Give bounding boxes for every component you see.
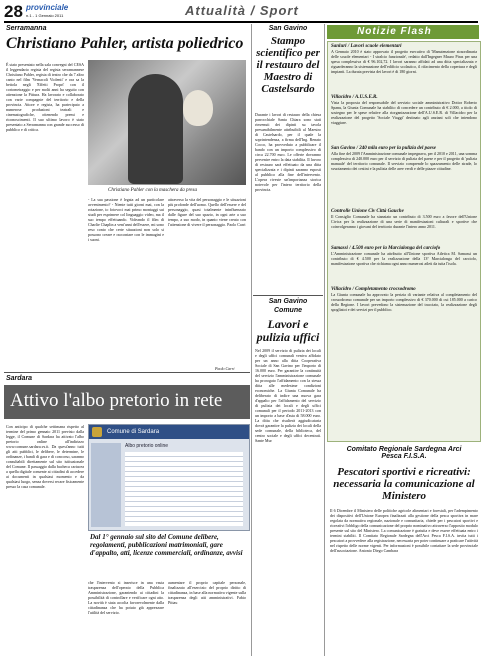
flash-item bbox=[328, 207, 480, 244]
shot-subtitle: Albo pretorio online bbox=[125, 443, 169, 449]
comitato-headline: Pescatori sportivi e ricreativi: necessaria la comunicazione al Ministero bbox=[333, 466, 475, 502]
shot-header bbox=[89, 425, 249, 439]
photo-figure bbox=[128, 74, 183, 184]
serramanna-body-3: attraverso la vita del personaggio e le situazioni più profonde dell'uomo. Quello dell'essere e del personaggio, quasi totalmente ininfluenzato dalle figure del suo spazio, in ogni arte a suo tempo, a suo modo, in quanto viene creato con l'attenzione di vivere il personaggio. Paolo Carri bbox=[168, 197, 246, 227]
comitato-label: Comitato Regionale Sardegna Arci Pesca F.I.S.A. bbox=[346, 446, 462, 460]
header-rule bbox=[4, 21, 478, 23]
sardara-label: Sardara bbox=[6, 375, 33, 382]
flash-item-head: Controlle Unione Civ Città Gauche bbox=[331, 209, 404, 214]
flash-item bbox=[328, 144, 480, 207]
flash-item-head: Samassi / 4.500 euro per la Marcialonga del carciofo bbox=[331, 246, 441, 251]
sardara-banner bbox=[4, 385, 250, 419]
page-number: 28 bbox=[4, 2, 23, 21]
shot-sidebar bbox=[91, 443, 121, 527]
photo-mask bbox=[183, 90, 213, 126]
column-divider-2 bbox=[324, 24, 325, 656]
sardara-body-2: che l'intervento si inserisce in una vasta trasparenza dell'operato della Pubblica Amministrazione, garantendo ai cittadini la possibilità di controllare e verificare ogni atto. La novità è stata accolta favorevolmente dalla cittadinanza che ha potuto già apprezzare l'utilità del servizio. bbox=[88, 580, 164, 615]
sangavino2-label: San Gavino bbox=[268, 298, 308, 305]
serramanna-author: Paolo Carri bbox=[215, 366, 235, 371]
flash-item-text: L'Amministrazione comunale ha attribuito all'Unione sportiva Atletica M. Samassi un contributo di € 4.500 per la realizzazione della 13ª Marcialonga del carciofo, manifestazione sportiva che richiama ogni anno numerosi atleti da tutta l'isola. bbox=[331, 251, 477, 266]
flash-item-text: La Giunta comunale ha approvato la perizia di variante relativa al completamento del crossodromo comunale per un importo complessivo di € 370.000 di cui 185.000 a carico della Regione. I lavori prevedono la sistemazione del tracciato, la realizzazione degli spogliatoi e dei servizi per il pubblico. bbox=[331, 292, 477, 312]
flash-item-text: Alla fine del 2009 l'Amministrazione comunale impegnava, per il 2010 e 2011, una somma complessiva di 240.000 euro per il servizio di pulizia del paese e per il progetto di 'pulizia manuale' del territorio comunale. Il servizio comprende lo spazzamento delle strade, lo svuotamento dei cestini e la pulizia delle aree verdi e delle piazze cittadine. bbox=[331, 151, 477, 171]
flash-title: Notizie Flash bbox=[357, 26, 432, 37]
serramanna-label: Serramanna bbox=[6, 25, 47, 32]
flash-item-head: San Gavino / 240 mila euro per la pulizia del paese bbox=[331, 146, 437, 151]
sardara-body-1: Con anticipo di qualche settimana rispetto al termine del primo gennaio 2011 previsto dalla legge, il Comune di Sardara ha attivato l'albo pretorio online all'indirizzo www.comune.sardara.vs.it. Da quest'anno tutti gli atti pubblici, le delibere, le determine, le ordinanze, i bandi di gara e di concorso, saranno consultabili direttamente sul sito istituzionale del Comune. Il passaggio dalla bacheca cartacea a quella digitale consente ai cittadini di accedere ai documenti in qualsiasi momento e da qualsiasi luogo, senza doversi recare fisicamente presso la casa comunale. bbox=[6, 424, 84, 489]
sangavino1-headline: Stampo scientifico per il restauro del Maestro di Castelsardo bbox=[256, 35, 320, 95]
flash-box bbox=[327, 41, 481, 442]
flash-title-bar bbox=[327, 25, 479, 39]
sangavino2-body: Nel 2009 il servizio di pulizia dei locali e degli uffici comunali veniva affidato per un anno alla ditta Cooperativa Sociale di San Gavino per l'importo di 16.000 euro. Per garantire la continuità del servizio l'amministrazione comunale ha prorogato l'affidamento con la stessa ditta alle medesime condizioni economiche. La Giunta Comunale ha deliberato di indire una nuova gara d'appalto per l'affidamento del servizio di pulizia dei locali e degli uffici comunali per il periodo 2011-2013 con un importo a base d'asta di 58.000 euro. La ditta che risulterà aggiudicataria dovrà garantire la pulizia dei locali della sede comunale, della biblioteca, del centro sociale e degli uffici decentrati. Sante Mur bbox=[255, 348, 321, 443]
issue-info: n.1 - 1 Gennaio 2011 bbox=[26, 13, 64, 18]
column-divider-1 bbox=[251, 24, 252, 656]
sangavino-rule bbox=[253, 295, 323, 296]
flash-item-text: A Gennaio 2010 è stato approvato il progetto esecutivo di 'Manutenzione straordinaria delle scuole elementari - I stralcio funzionale', redatto dall'Ingegner Mauro Piras per una spesa complessiva di € 96.102,72. I lavori saranno affidati ad una ditta specializzata e riguarderanno la sistemazione dell'edificio scolastico, il rifacimento della copertura e degli impianti. La durata prevista dei lavori è di 180 giorni. bbox=[331, 49, 477, 74]
flash-item-head: Villacidro / A.U.S.E.R. bbox=[331, 95, 378, 100]
sardara-headline: Attivo l'albo pretorio in rete bbox=[10, 390, 223, 411]
sangavino1-label: San Gavino bbox=[268, 25, 308, 32]
shot-crest-icon bbox=[92, 427, 102, 437]
photo-caption: Christiano Pahler con la maschera da presa bbox=[108, 188, 197, 193]
comitato-body: Il 6 Dicembre il Ministero delle politiche agricole alimentari e forestali, per l'adempimento dei dispositivi dell'Unione Europea finalizzati alla gestione della pesca sportiva in mare regolata da normativa regionale, nazionale e comunitaria, chiede per i pescatori sportivi e ricreativi l'obbligo della comunicazione del proprio nominativo attraverso l'apposito modulo presente sul sito del Ministero. La comunicazione è gratuita e deve essere effettuata entro i termini stabiliti. Il Comitato Regionale Sardegna dell'Arci Pesca F.I.S.A. invita tutti i pescatori a provvedere alla registrazione, necessaria per poter continuare a praticare l'attività nel rispetto delle norme vigenti. Per informazioni è possibile contattare la sede provinciale dell'associazione. Antonio Diego Cambara bbox=[330, 508, 478, 553]
pahler-photo bbox=[88, 60, 246, 185]
serramanna-body-2: - La sua passione è legata ad un particolare avvenimento? - Niente tutti giorni mai, con la rotazione, io fotovoci mai primo montaggi sui studi per esprimere col linguaggio video, ma il suo tempo effettuando. Videando il film di Charlie Chaplin a vent'anni dell'essere, mi sono reso conto che certe situazioni non solo si possono creare e raccontare con le immagini e i suoni. bbox=[88, 197, 164, 242]
flash-item-text: Il Consiglio Comunale ha stanziato un contributo di 3.500 euro a favore dell'Unione Civica per la realizzazione di una serie di manifestazioni culturali e sportive che coinvolgeranno i giovani del territorio durante l'intero anno 2011. bbox=[331, 214, 477, 229]
website-screenshot bbox=[88, 424, 250, 531]
flash-item bbox=[328, 244, 480, 285]
sardara-rule bbox=[4, 372, 250, 373]
sangavino1-body: Durante i lavori di restauro della chiesa parrocchiale Santa Chiara sono stati rinvenuti dei dipinti su tavola presumibilmente attribuibili al Maestro di Castelsardo, per il quale la soprintendenza, a firma dell'Ing. Renato Cocco, ha provveduto a pubblicare il bando con un importo complessivo di circa 22.700 euro. Le offerte dovranno pervenire entro la data stabilita. Il lavoro di restauro sarà effettuato da una ditta specializzata e i dipinti saranno esposti al pubblico alla fine dell'intervento. L'opera riveste un'importanza storica notevole per l'intero territorio della provincia. bbox=[255, 112, 321, 192]
flash-item-head: Sanluri / Lavori scuole elementari bbox=[331, 44, 402, 49]
flash-item-head: Villacidro / Completamento crocsodromo bbox=[331, 287, 416, 292]
masthead-logo: provinciale bbox=[26, 3, 69, 12]
shot-content-rows bbox=[125, 452, 243, 526]
serramanna-headline: Christiano Pahler, artista poliedrico bbox=[6, 35, 244, 52]
sangavino2-headline: Lavori e pulizia uffici bbox=[256, 317, 320, 344]
flash-item bbox=[328, 42, 480, 93]
section-title: Attualità / Sport bbox=[185, 3, 299, 18]
shot-title: Comune di Sardara bbox=[107, 429, 160, 435]
sangavino2-sublabel: Comune bbox=[274, 307, 302, 314]
flash-item-text: Vista la proposta del responsabile del servizio sociale amministrativo Dottor Roberto Spanu, la Giunta Comunale ha stabilito di concedere un contributo di € 2.000, a titolo di sostegno per le spese relative alla riorganizzazione dell'A.U.S.E.R. di Villacidro per la realizzazione del progetto 'Sociale Viaggi' destinato agli anziani soli che intendono viaggiare. bbox=[331, 100, 477, 125]
flash-item bbox=[328, 93, 480, 144]
sardara-callout: Dal 1° gennaio sul sito del Comune delibere, regolamenti, pubblicazioni matrimoniali, gare d'appalto, atti, licenze commerciali, ordinanze, avvisi bbox=[90, 533, 243, 557]
sardara-body-3: aumentare il proprio capitale personale, finalizzato all'esercizio del proprio diritto di cittadinanza, in base alla normativa vigente sulla trasparenza degli atti amministrativi. Fabio Pittau bbox=[168, 580, 246, 605]
flash-item bbox=[328, 285, 480, 332]
serramanna-body-1: È stato presentato nella sala convegni del CESA il leggendario regista del regista serramannese Christiano Pahler, regista di teatro che da 7 altro canto nel film 'Vernacoli Violenti' e ora sa la bettola negli 'Effetti Propri' con il cortometraggio e per molti anni ha seguito con attenzione la Pittura. Ha lavorato e collaborato con varie compagnie del territorio e della provincia. Attore e regista, ha partecipato a numerose produzioni teatrali e cinematografiche, ottenendo premi e riconoscimenti. Il suo ultimo lavoro è stato presentato a Serramanna con grande successo di pubblico e di critica. bbox=[6, 62, 84, 132]
